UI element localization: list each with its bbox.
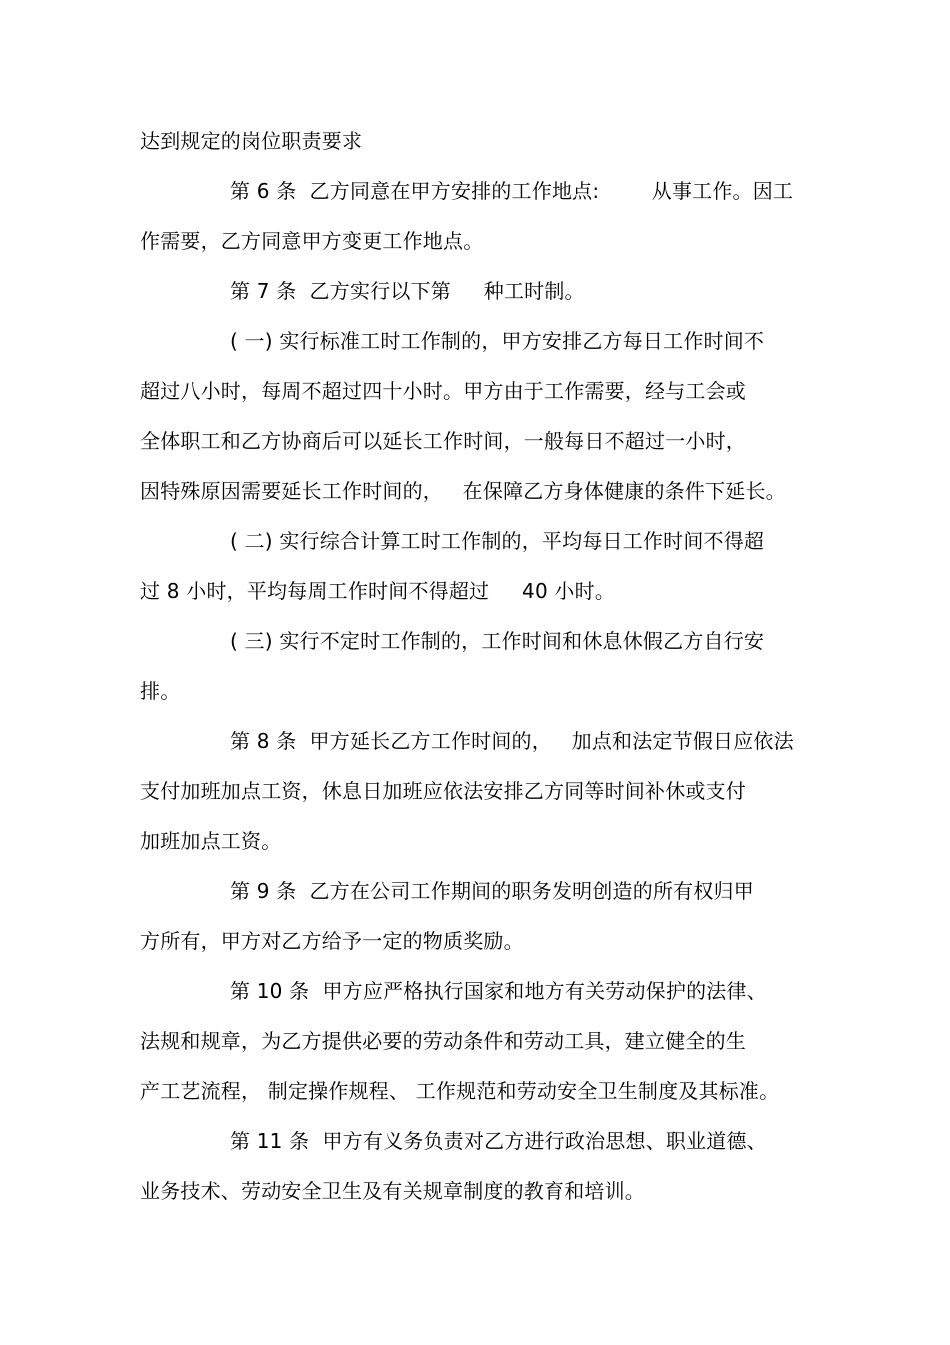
article-8-line-2: 支付加班加点工资，休息日加班应依法安排乙方同等时间补休或支付 (140, 779, 746, 803)
article-11-line-2: 业务技术、劳动安全卫生及有关规章制度的教育和培训。 (140, 1179, 645, 1203)
article-9-line-2: 方所有，甲方对乙方给予一定的物质奖励。 (140, 929, 524, 953)
clause-3-line-2: 排。 (140, 679, 181, 703)
clause-3-line-1: ( 三) 实行不定时工作制的，工作时间和休息休假乙方自行安 (230, 629, 765, 653)
article-10-line-2: 法规和规章，为乙方提供必要的劳动条件和劳动工具，建立健全的生 (140, 1029, 746, 1053)
article-10-line-3: 产工艺流程， 制定操作规程、 工作规范和劳动安全卫生制度及其标准。 (140, 1079, 780, 1103)
clause-1-line-2: 超过八小时，每周不超过四十小时。甲方由于工作需要，经与工会或 (140, 379, 746, 403)
article-6-line-2: 作需要，乙方同意甲方变更工作地点。 (140, 229, 484, 253)
clause-1-line-1: ( 一) 实行标准工时工作制的，甲方安排乙方每日工作时间不 (230, 329, 765, 353)
article-7-heading: 第 7 条 乙方实行以下第 种工时制。 (230, 279, 585, 303)
article-8-line-1: 第 8 条 甲方延长乙方工作时间的， 加点和法定节假日应依法 (230, 729, 794, 753)
clause-1-line-3: 全体职工和乙方协商后可以延长工作时间，一般每日不超过一小时， (140, 429, 746, 453)
article-11-line-1: 第 11 条 甲方有义务负责对乙方进行政治思想、职业道德、 (230, 1129, 767, 1153)
clause-1-line-4: 因特殊原因需要延长工作时间的， 在保障乙方身体健康的条件下延长。 (140, 479, 786, 503)
article-8-line-3: 加班加点工资。 (140, 829, 282, 853)
text-line: 达到规定的岗位职责要求 (140, 129, 363, 153)
article-6-line-1: 第 6 条 乙方同意在甲方安排的工作地点: 从事工作。因工 (230, 179, 794, 203)
clause-2-line-1: ( 二) 实行综合计算工时工作制的，平均每日工作时间不得超 (230, 529, 765, 553)
article-9-line-1: 第 9 条 乙方在公司工作期间的职务发明创造的所有权归甲 (230, 879, 754, 903)
clause-2-line-2: 过 8 小时，平均每周工作时间不得超过 40 小时。 (140, 579, 616, 603)
article-10-line-1: 第 10 条 甲方应严格执行国家和地方有关劳动保护的法律、 (230, 979, 767, 1003)
